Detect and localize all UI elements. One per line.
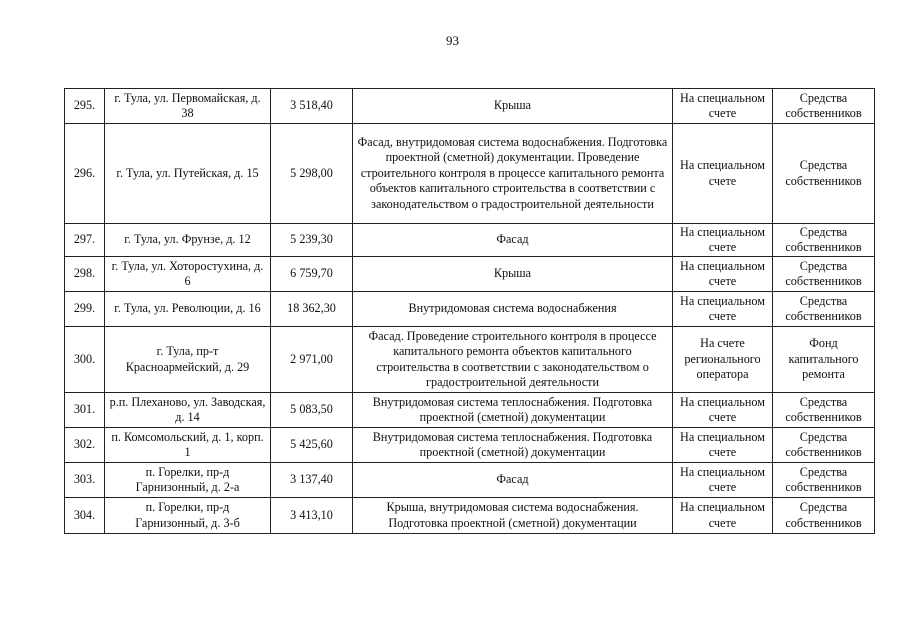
- amount-cell: 2 971,00: [271, 327, 353, 393]
- table-row: [65, 393, 875, 428]
- table-row: [65, 89, 875, 124]
- source-cell: Средства собственников: [773, 224, 875, 257]
- table-row: [65, 224, 875, 257]
- row-number: 295.: [65, 89, 105, 124]
- source-cell: Средства собственников: [773, 393, 875, 428]
- address-cell: г. Тула, ул. Фрунзе, д. 12: [105, 224, 271, 257]
- account-cell: На специальном счете: [673, 498, 773, 534]
- amount-cell: 5 425,60: [271, 428, 353, 463]
- row-number: 299.: [65, 292, 105, 327]
- source-cell: Фонд капитального ремонта: [773, 327, 875, 393]
- works-cell: Внутридомовая система теплоснабжения. Подготовка проектной (сметной) документации: [353, 393, 673, 428]
- source-cell: Средства собственников: [773, 428, 875, 463]
- address-cell: п. Горелки, пр-д Гарнизонный, д. 3-б: [105, 498, 271, 534]
- row-number: 297.: [65, 224, 105, 257]
- account-cell: На специальном счете: [673, 257, 773, 292]
- works-cell: Фасад, внутридомовая система водоснабжения. Подготовка проектной (сметной) документации. Проведение строительного контроля в процессе капитального ремонта объектов капитального строительства в соответствии с законодательством о градостроительной деятельности: [353, 124, 673, 224]
- row-number: 301.: [65, 393, 105, 428]
- works-cell: Внутридомовая система водоснабжения: [353, 292, 673, 327]
- table-row: [65, 463, 875, 498]
- works-cell: Крыша: [353, 257, 673, 292]
- works-cell: Крыша: [353, 89, 673, 124]
- table-row: [65, 124, 875, 224]
- source-cell: Средства собственников: [773, 463, 875, 498]
- account-cell: На специальном счете: [673, 224, 773, 257]
- table-row: [65, 292, 875, 327]
- page-number: 93: [446, 33, 459, 48]
- address-cell: г. Тула, ул. Первомайская, д. 38: [105, 89, 271, 124]
- row-number: 302.: [65, 428, 105, 463]
- row-number: 304.: [65, 498, 105, 534]
- address-cell: г. Тула, пр-т Красноармейский, д. 29: [105, 327, 271, 393]
- works-cell: Внутридомовая система теплоснабжения. Подготовка проектной (сметной) документации: [353, 428, 673, 463]
- amount-cell: 6 759,70: [271, 257, 353, 292]
- account-cell: На специальном счете: [673, 89, 773, 124]
- row-number: 303.: [65, 463, 105, 498]
- amount-cell: 3 518,40: [271, 89, 353, 124]
- row-number: 298.: [65, 257, 105, 292]
- source-cell: Средства собственников: [773, 498, 875, 534]
- amount-cell: 18 362,30: [271, 292, 353, 327]
- amount-cell: 5 298,00: [271, 124, 353, 224]
- address-cell: г. Тула, ул. Хоторостухина, д. 6: [105, 257, 271, 292]
- table-row: [65, 327, 875, 393]
- repair-works-table: [64, 88, 875, 534]
- amount-cell: 5 239,30: [271, 224, 353, 257]
- address-cell: п. Горелки, пр-д Гарнизонный, д. 2-а: [105, 463, 271, 498]
- table-row: [65, 428, 875, 463]
- source-cell: Средства собственников: [773, 89, 875, 124]
- account-cell: На специальном счете: [673, 124, 773, 224]
- works-cell: Крыша, внутридомовая система водоснабжения. Подготовка проектной (сметной) документации: [353, 498, 673, 534]
- amount-cell: 3 137,40: [271, 463, 353, 498]
- source-cell: Средства собственников: [773, 292, 875, 327]
- row-number: 296.: [65, 124, 105, 224]
- works-cell: Фасад: [353, 224, 673, 257]
- works-cell: Фасад. Проведение строительного контроля в процессе капитального ремонта объектов капитального строительства в соответствии с законодательством о градостроительной деятельности: [353, 327, 673, 393]
- account-cell: На счете регионального оператора: [673, 327, 773, 393]
- address-cell: г. Тула, ул. Путейская, д. 15: [105, 124, 271, 224]
- account-cell: На специальном счете: [673, 463, 773, 498]
- works-cell: Фасад: [353, 463, 673, 498]
- amount-cell: 3 413,10: [271, 498, 353, 534]
- source-cell: Средства собственников: [773, 124, 875, 224]
- account-cell: На специальном счете: [673, 428, 773, 463]
- source-cell: Средства собственников: [773, 257, 875, 292]
- address-cell: р.п. Плеханово, ул. Заводская, д. 14: [105, 393, 271, 428]
- table-row: [65, 498, 875, 534]
- amount-cell: 5 083,50: [271, 393, 353, 428]
- table-row: [65, 257, 875, 292]
- row-number: 300.: [65, 327, 105, 393]
- address-cell: г. Тула, ул. Революции, д. 16: [105, 292, 271, 327]
- address-cell: п. Комсомольский, д. 1, корп. 1: [105, 428, 271, 463]
- account-cell: На специальном счете: [673, 292, 773, 327]
- account-cell: На специальном счете: [673, 393, 773, 428]
